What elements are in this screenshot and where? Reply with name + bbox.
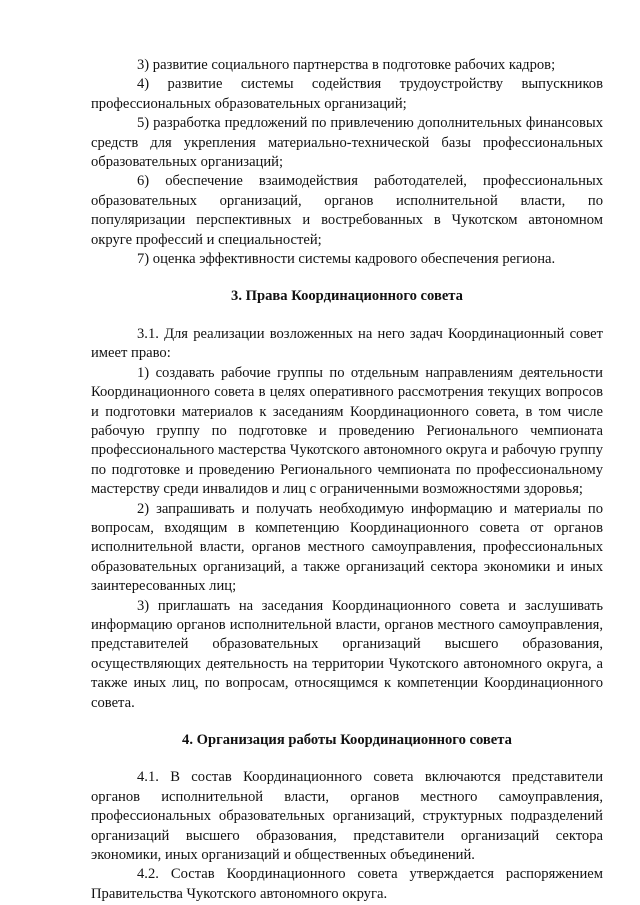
list-item: 3) развитие социального партнерства в подготовке рабочих кадров; xyxy=(137,57,556,73)
list-item: 3) приглашать на заседания Координационного совета и заслушивать информацию органов исполнительной власти, органов местного самоуправления, представителей образовательных организаций высшего образования, осуществляющих деятельность на территории Чукотского автономного округа, а также иных лиц, по вопросам, относящимся к компетенции Координационного совета. xyxy=(91,597,603,711)
list-item: 6) обеспечение взаимодействия работодателей, профессиональных образовательных организаций, органов исполнительной власти, по популяризации перспективных и востребованных в Чукотском автономном округе профессий и специальностей; xyxy=(91,173,603,248)
section-heading: 3. Права Координационного совета xyxy=(231,288,463,305)
list-item: 5) разработка предложений по привлечению дополнительных финансовых средств для укрепления материально-технической базы профессиональных образовательных организаций; xyxy=(91,115,603,171)
paragraph: 4.2. Состав Координационного совета утверждается распоряжением Правительства Чукотского автономного округа. xyxy=(91,866,603,902)
list-item: 1) создавать рабочие группы по отдельным направлениям деятельности Координационного совета в целях оперативного рассмотрения текущих вопросов и подготовки материалов к заседаниям Координационного совета, в том числе рабочую группу по подготовке и проведению Регионального чемпионата профессионального мастерства Чукотского автономного округа и рабочую группу по подготовке и проведению Регионального чемпионата по профессиональному мастерству среди инвалидов и лиц с ограниченными возможностями здоровья; xyxy=(91,364,603,498)
document-page xyxy=(91,56,603,904)
list-item: 4) развитие системы содействия трудоустройству выпускников профессиональных образовательных организаций; xyxy=(91,76,603,112)
paragraph: 3.1. Для реализации возложенных на него задач Координационный совет имеет право: xyxy=(91,325,603,362)
section-heading: 4. Организация работы Координационного совета xyxy=(182,732,512,748)
paragraph: 4.1. В состав Координационного совета включаются представители органов исполнительной власти, органов местного самоуправления, профессиональных образовательных организаций, структурных подразделений организаций высшего образования, представители организаций сектора экономики, иных организаций и общественных объединений. xyxy=(91,769,603,864)
list-item: 2) запрашивать и получать необходимую информацию и материалы по вопросам, входящим в компетенцию Координационного совета от органов исполнительной власти, органов местного самоуправления, профессиональных образовательных организаций, а также организаций сектора экономики и иных заинтересованных лиц; xyxy=(91,500,603,595)
list-item: 7) оценка эффективности системы кадрового обеспечения региона. xyxy=(137,251,556,268)
